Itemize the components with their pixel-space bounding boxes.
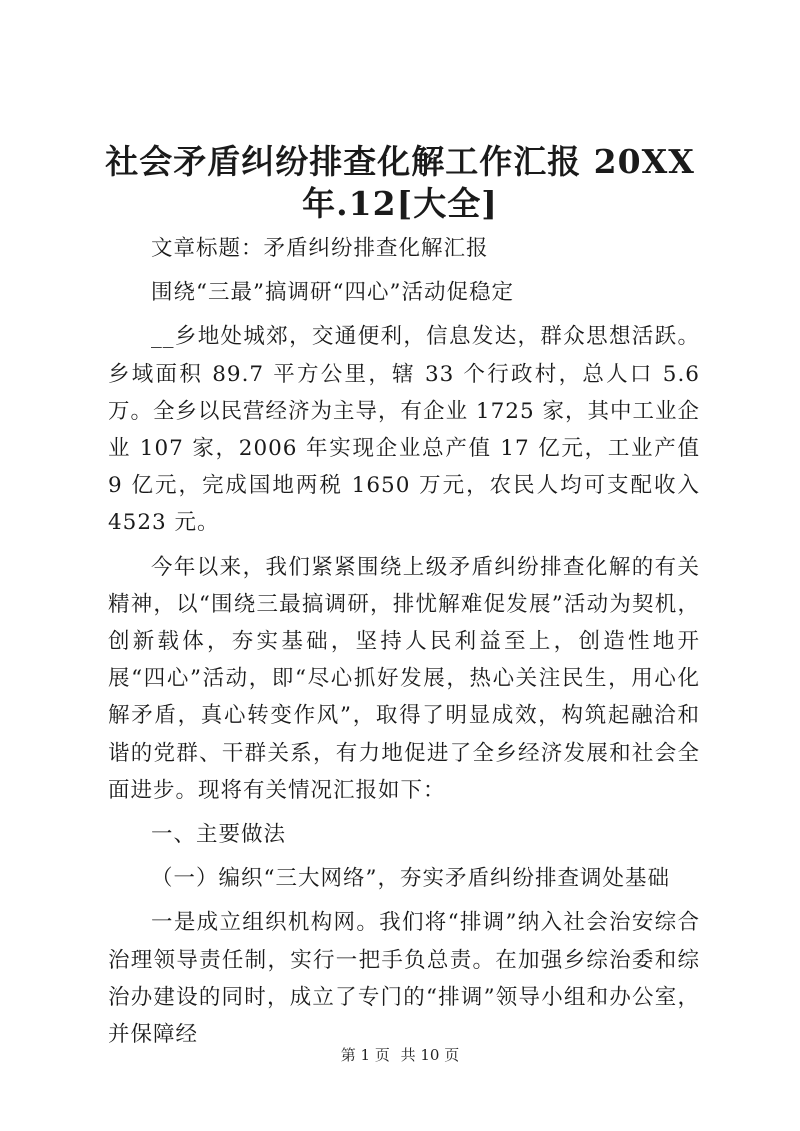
document-body <box>108 230 700 1053</box>
document-title-line-2: 年.12[大全] <box>302 184 498 223</box>
document-title-line-1: 社会矛盾纠纷排查化解工作汇报 20XX <box>105 142 695 181</box>
section-heading: 一、主要做法 <box>151 822 287 848</box>
paragraph-measure-1: 一是成立组织机构网。我们将“排调”纳入社会治安综合治理领导责任制，实行一把手负总责。在加强乡综治委和综治办建设的同时，成立了专门的“排调”领导小组和办公室，并保障经 <box>108 910 700 1048</box>
subtitle-line: 围绕“三最”搞调研“四心”活动促稳定 <box>151 280 514 306</box>
subsection-heading: （一）编织“三大网络”，夯实矛盾纠纷排查调处基础 <box>151 866 670 892</box>
paragraph-intro: 今年以来，我们紧紧围绕上级矛盾纠纷排查化解的有关精神，以“围绕三最搞调研，排忧解难促发展”活动为契机，创新载体，夯实基础，坚持人民利益至上，创造性地开展“四心”活动，即“尽心抓好发展，热心关注民生，用心化解矛盾，真心转变作风”，取得了明显成效，构筑起融洽和谐的党群、干群关系，有力地促进了全乡经济发展和社会全面进步。现将有关情况汇报如下： <box>108 554 700 803</box>
page-total: 共 10 页 <box>400 1046 460 1064</box>
page-footer <box>0 1045 800 1065</box>
paragraph-overview: __乡地处城郊，交通便利，信息发达，群众思想活跃。乡域面积 89.7 平方公里，辖 33 个行政村，总人口 5.6 万。全乡以民营经济为主导，有企业 1725 家，其中工业企业 107 家，2006 年实现企业总产值 17 亿元，工业产值 9 亿元，完成国地两税 1650 万元，农民人均可支配收入 4523 元。 <box>108 324 700 536</box>
article-title-line: 文章标题：矛盾纠纷排查化解汇报 <box>151 236 489 261</box>
page-number: 第 1 页 <box>340 1046 390 1064</box>
